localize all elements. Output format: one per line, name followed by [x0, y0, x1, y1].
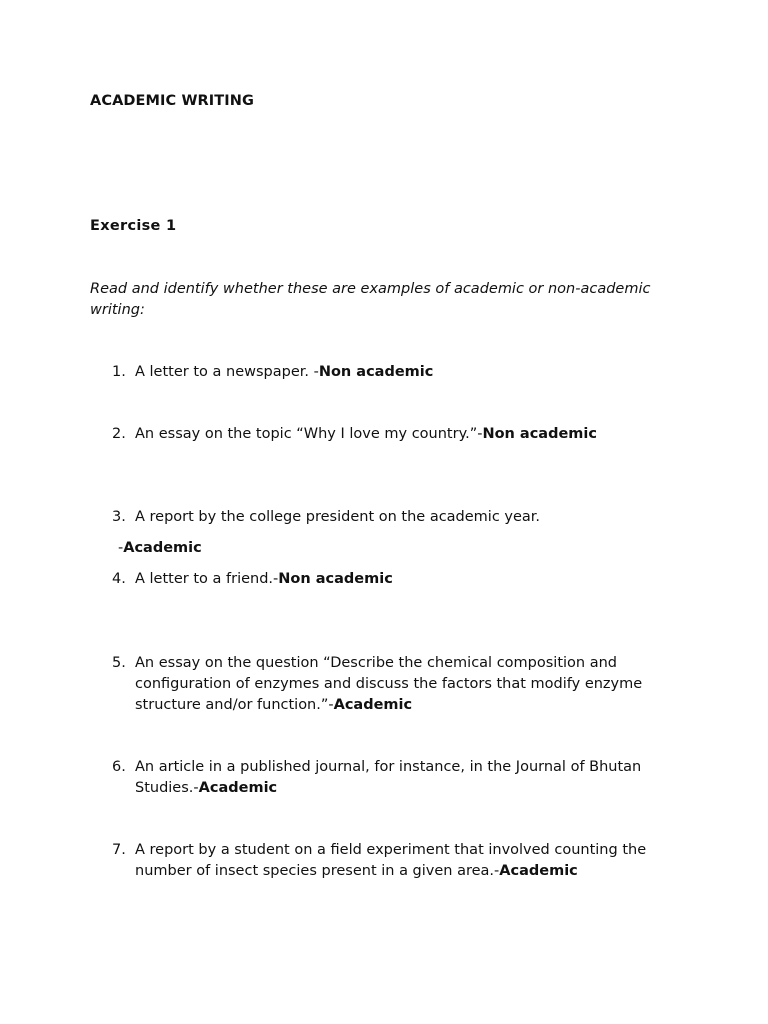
- item-question: A report by a student on a field experiment that involved counting the number of insect species present in a given area.-: [135, 842, 647, 879]
- item-answer: Non academic: [482, 426, 597, 442]
- list-item-1: [112, 362, 692, 383]
- exercise-instructions: Read and identify whether these are examples of academic or non-academic writing:: [90, 281, 651, 318]
- list-item-7: [112, 840, 692, 882]
- item-text: [135, 569, 692, 590]
- list-item-5: [112, 653, 692, 716]
- item-question: An essay on the topic “Why I love my country.”-: [135, 426, 483, 442]
- item-answer-prefix: -: [118, 540, 124, 556]
- item-answer: Academic: [333, 697, 413, 713]
- document-title: ACADEMIC WRITING: [90, 93, 255, 109]
- item-question: An essay on the question “Describe the chemical composition and configuration of enzymes and discuss the factors that modify enzyme structure and/or function.”-: [135, 655, 643, 713]
- item-number: 2.: [112, 426, 126, 442]
- item-text: [135, 362, 692, 383]
- item-number: 6.: [112, 759, 126, 775]
- item-answer: Academic: [499, 863, 578, 879]
- item-number: 1.: [112, 364, 126, 380]
- item-number: 3.: [112, 509, 126, 525]
- item-text: [135, 757, 692, 799]
- item-text: [135, 840, 692, 882]
- item-answer: Academic: [198, 780, 278, 796]
- item-question: An article in a published journal, for instance, in the Journal of Bhutan Studies.-: [135, 759, 642, 796]
- item-answer: Non academic: [318, 364, 434, 380]
- item-number: 5.: [112, 655, 126, 671]
- item-text: [135, 653, 692, 716]
- list-item-3: [112, 507, 692, 528]
- item-text: [135, 424, 692, 445]
- item-question: A report by the college president on the academic year.: [135, 509, 541, 525]
- list-item-6: [112, 757, 692, 799]
- item-answer: Academic: [123, 540, 202, 556]
- item-number: 4.: [112, 571, 126, 587]
- exercise-heading: Exercise 1: [90, 218, 177, 234]
- item-question: A letter to a newspaper. -: [135, 364, 319, 380]
- item-answer: Non academic: [278, 571, 393, 587]
- list-item-4: [112, 569, 692, 590]
- item-number: 7.: [112, 842, 126, 858]
- item-text: [135, 507, 692, 528]
- list-item-2: [112, 424, 692, 445]
- item-question: A letter to a friend.-: [135, 571, 279, 587]
- item-3-answer-line: [118, 538, 202, 559]
